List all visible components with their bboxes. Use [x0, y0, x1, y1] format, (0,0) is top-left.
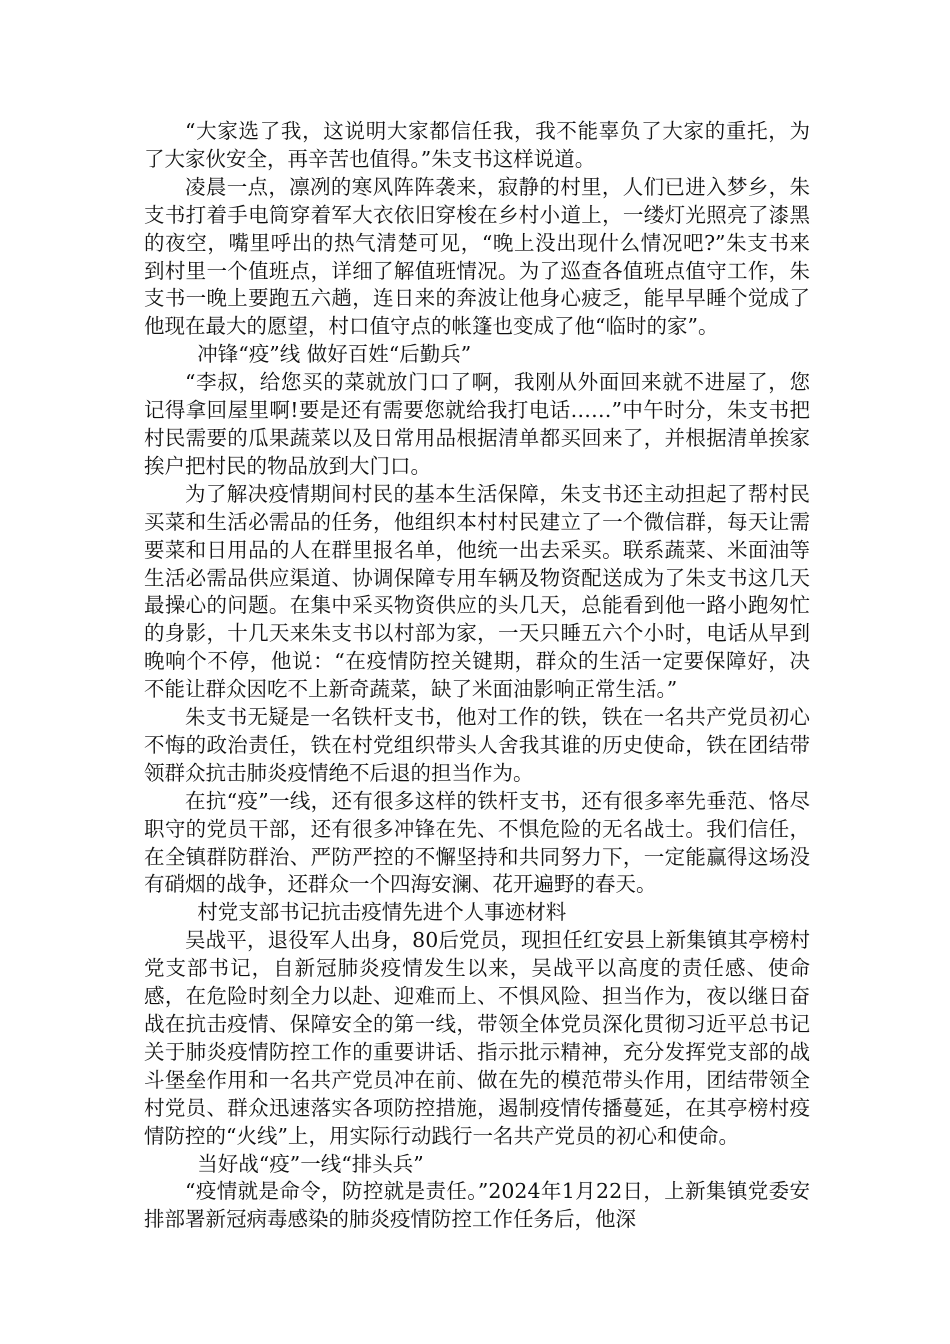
section-heading-vanguard: 当好战“疫”一线“排头兵” — [197, 1151, 424, 1176]
section-heading-logistics: 冲锋“疫”线 做好百姓“后勤兵” — [197, 342, 472, 367]
paragraph-delivery: “李叔，给您买的菜就放门口了啊，我刚从外面回来就不进屋了，您记得拿回屋里啊!要是还有需要您就给我打电话……”中午时分，朱支书把村民需要的瓜果蔬菜以及日常用品根据清单都买回来了，并根据清单挨家挨户把村民的物品放到大门口。 — [144, 370, 810, 478]
paragraph-night-patrol: 凌晨一点，凛冽的寒风阵阵袭来，寂静的村里，人们已进入梦乡，朱支书打着手电筒穿着军大衣依旧穿梭在乡村小道上，一缕灯光照亮了漆黑的夜空，嘴里呼出的热气清楚可见，“晚上没出现什么情况吧?”朱支书来到村里一个值班点，详细了解值班情况。为了巡查各值班点值守工作，朱支书一晚上要跑五六趟，连日来的奔波让他身心疲乏，能早早睡个觉成了他现在最大的愿望，村口值守点的帐篷也变成了他“临时的家”。 — [144, 174, 810, 339]
paragraph-conclusion: 在抗“疫”一线，还有很多这样的铁杆支书，还有很多率先垂范、恪尽职守的党员干部，还有很多冲锋在先、不惧危险的无名战士。我们信任，在全镇群防群治、严防严控的不懈坚持和共同努力下，一定能赢得这场没有硝烟的战争，还群众一个四海安澜、花开遍野的春天。 — [144, 788, 810, 897]
paragraph-supplies: 为了解决疫情期间村民的基本生活保障，朱支书还主动担起了帮村民买菜和生活必需品的任务，他组织本村村民建立了一个微信群，每天让需要菜和日用品的人在群里报名单，他统一出去采买。联系蔬菜、米面油等生活必需品供应渠道、协调保障专用车辆及物资配送成为了朱支书这几天最操心的问题。在集中采买物资供应的头几天，总能看到他一路小跑匆忙的身影，十几天来朱支书以村部为家，一天只睡五六个小时，电话从早到晚响个不停，他说：“在疫情防控关键期，群众的生活一定要保障好，决不能让群众因吃不上新奇蔬菜，缺了米面油影响正常生活。” — [144, 481, 810, 702]
paragraph-order: “疫情就是命令，防控就是责任。”2024年1月22日，上新集镇党委安排部署新冠病毒感染的肺炎疫情防控工作任务后，他深 — [144, 1179, 810, 1232]
document-title-second: 村党支部书记抗击疫情先进个人事迹材料 — [197, 900, 567, 925]
paragraph-wu-zhanping: 吴战平，退役军人出身，80后党员，现担任红安县上新集镇其亭榜村党支部书记，自新冠肺炎疫情发生以来，吴战平以高度的责任感、使命感，在危险时刻全力以赴、迎难而上、不惧风险、担当作为，夜以继日奋战在抗击疫情、保障安全的第一线，带领全体党员深化贯彻习近平总书记关于肺炎疫情防控工作的重要讲话、指示批示精神，充分发挥党支部的战斗堡垒作用和一名共产党员冲在前、做在先的模范带头作用，团结带领全村党员、群众迅速落实各项防控措施，遏制疫情传播蔓延，在其亭榜村疫情防控的“火线”上，用实际行动践行一名共产党员的初心和使命。 — [144, 928, 810, 1148]
paragraph-iron-secretary: 朱支书无疑是一名铁杆支书，他对工作的铁，铁在一名共产党员初心不悔的政治责任，铁在村党组织带头人舍我其谁的历史使命，铁在团结带领群众抗击肺炎疫情绝不后退的担当作为。 — [144, 705, 810, 785]
document-body — [144, 118, 810, 1234]
paragraph-quote-trust: “大家选了我，这说明大家都信任我，我不能辜负了大家的重托，为了大家伙安全，再辛苦也值得。”朱支书这样说道。 — [144, 119, 810, 171]
